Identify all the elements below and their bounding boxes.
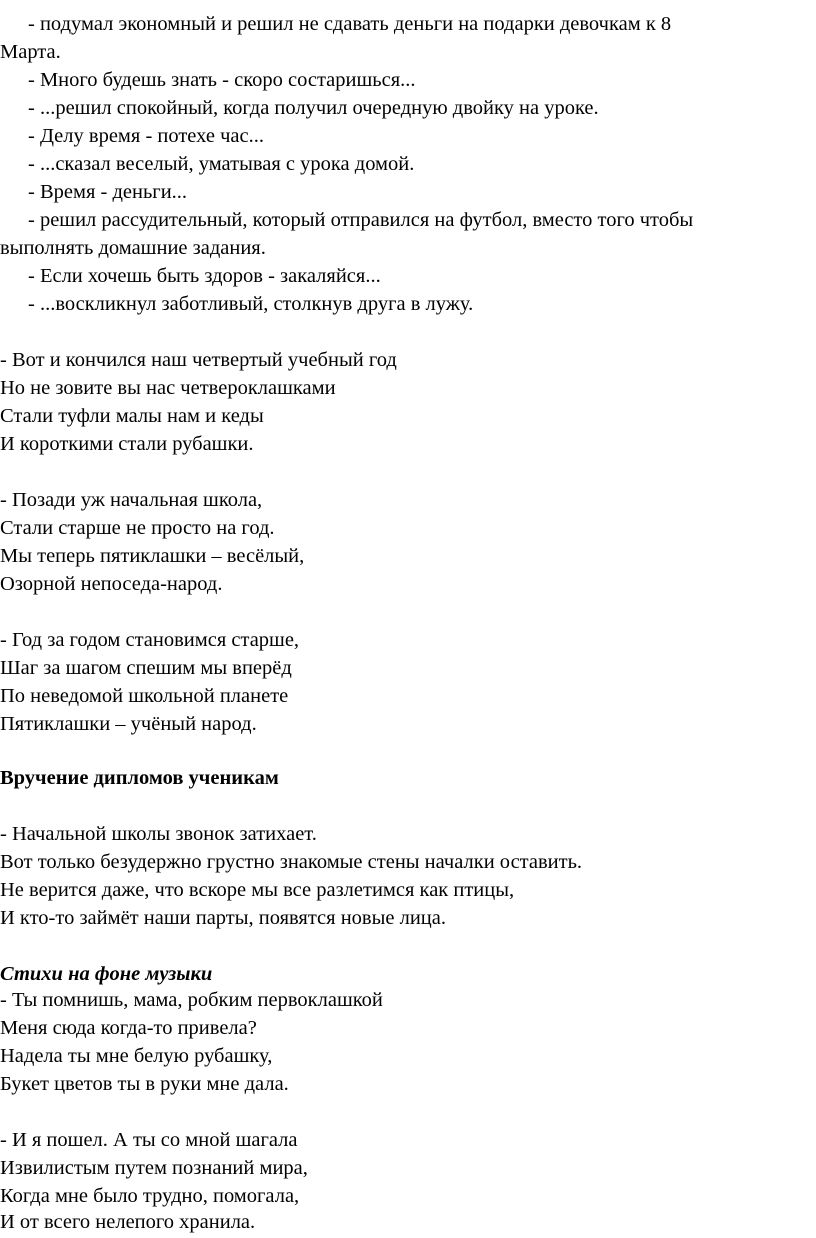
poem-line: Пятиклашки – учёный народ. bbox=[0, 713, 257, 735]
dialogue-line: - ...решил спокойный, когда получил очередную двойку на уроке. bbox=[28, 97, 599, 119]
poem-line: - Вот и кончился наш четвертый учебный год bbox=[0, 349, 397, 371]
dialogue-line: - Время - деньги... bbox=[28, 181, 188, 203]
dialogue-line: Марта. bbox=[0, 41, 61, 63]
poem-line: И короткими стали рубашки. bbox=[0, 433, 254, 455]
dialogue-line: - Делу время - потехе час... bbox=[28, 125, 264, 147]
poem-line: Не верится даже, что вскоре мы все разлетимся как птицы, bbox=[0, 879, 515, 901]
poem-line: Озорной непоседа-народ. bbox=[0, 573, 223, 595]
poem-line: - Ты помнишь, мама, робким первоклашкой bbox=[0, 989, 383, 1011]
poem-line: Стали туфли малы нам и кеды bbox=[0, 405, 264, 427]
dialogue-line: - подумал экономный и решил не сдавать деньги на подарки девочкам к 8 bbox=[28, 13, 672, 35]
poem-line: Мы теперь пятиклашки – весёлый, bbox=[0, 545, 305, 567]
poem-line: И кто-то займёт наши парты, появятся новые лица. bbox=[0, 907, 447, 929]
poem-line: Меня сюда когда-то привела? bbox=[0, 1017, 257, 1039]
poem-line: - Год за годом становимся старше, bbox=[0, 629, 300, 651]
poem-line: - Позади уж начальная школа, bbox=[0, 489, 263, 511]
dialogue-line: - ...воскликнул заботливый, столкнув друга в лужу. bbox=[28, 293, 474, 315]
dialogue-line: - решил рассудительный, который отправился на футбол, вместо того чтобы bbox=[28, 209, 694, 231]
poem-line: Букет цветов ты в руки мне дала. bbox=[0, 1073, 289, 1095]
section-heading-diplomas: Вручение дипломов ученикам bbox=[0, 767, 279, 789]
poem-line: Но не зовите вы нас четвероклашками bbox=[0, 377, 336, 399]
poem-line: Когда мне было трудно, помогала, bbox=[0, 1185, 300, 1207]
dialogue-line: выполнять домашние задания. bbox=[0, 237, 266, 259]
poem-line: И от всего нелепого хранила. bbox=[0, 1211, 256, 1233]
dialogue-line: - ...сказал веселый, уматывая с урока домой. bbox=[28, 153, 415, 175]
poem-line: Вот только безудержно грустно знакомые стены началки оставить. bbox=[0, 851, 583, 873]
dialogue-line: - Если хочешь быть здоров - закаляйся... bbox=[28, 265, 381, 287]
section-heading-music: Стихи на фоне музыки bbox=[0, 963, 213, 985]
dialogue-line: - Много будешь знать - скоро состаришься... bbox=[28, 69, 416, 91]
poem-line: По неведомой школьной планете bbox=[0, 685, 289, 707]
poem-line: Извилистым путем познаний мира, bbox=[0, 1157, 308, 1179]
poem-line: - Начальной школы звонок затихает. bbox=[0, 823, 317, 845]
poem-line: Шаг за шагом спешим мы вперёд bbox=[0, 657, 292, 679]
poem-line: - И я пошел. А ты со мной шагала bbox=[0, 1129, 298, 1151]
poem-line: Стали старше не просто на год. bbox=[0, 517, 275, 539]
poem-line: Надела ты мне белую рубашку, bbox=[0, 1045, 273, 1067]
